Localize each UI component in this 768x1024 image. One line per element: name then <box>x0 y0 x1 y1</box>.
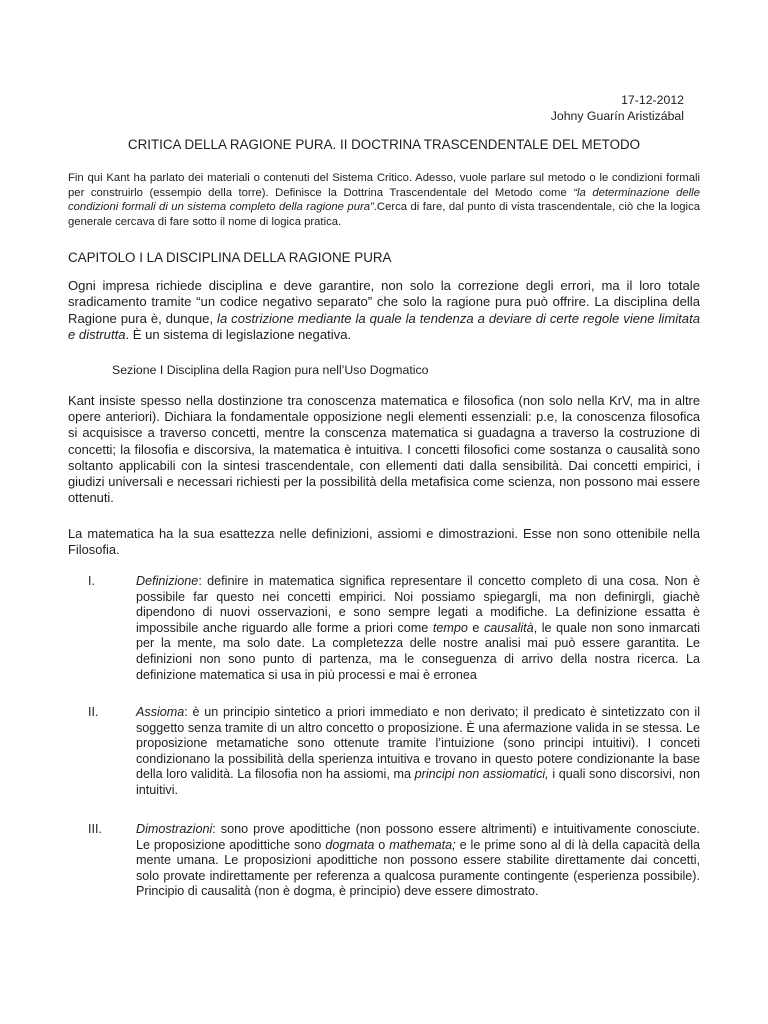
discipline-paragraph <box>68 278 700 343</box>
discipline-text-2: . È un sistema di legislazione negativa. <box>125 326 352 342</box>
text: o <box>374 837 390 852</box>
list-number: II. <box>88 705 99 719</box>
term: Definizione <box>136 574 199 588</box>
term: dogmata <box>325 837 375 852</box>
list-item-body <box>136 574 700 683</box>
text: : definire in matematica significa representare il concetto completo di una cosa. Non è possibile far questo nei concetti empirici. Noi possiamo spiegargli, ma non definirgli, giachè dipendono di nuovi osservazioni, e sono sempre legati a modifiche. La definizione essatta è impossibile anche riguardo alle forme a priori come <box>136 574 700 635</box>
term: Dimostrazioni <box>136 822 213 836</box>
discipline-definition: la costrizione mediante la quale la tendenza a deviare di certe regole viene limitata e distrutta <box>68 310 700 342</box>
list-number: I. <box>88 574 95 588</box>
discipline-text-1: Ogni impresa richiede disciplina e deve garantire, non solo la correzione degli errori, ma il loro totale sradicamento tramite “un codice negativo separato” che solo la ragione pura può offrire. La disciplina della Ragione pura è, dunque, <box>68 278 700 326</box>
section-heading: Sezione I Disciplina della Ragion pura nell’Uso Dogmatico <box>112 363 429 377</box>
term: mathemata; <box>389 837 456 852</box>
intro-text-1: Fin qui Kant ha parlato dei materiali o contenuti del Sistema Critico. Adesso, vuole parlare sul metodo o le condizioni formali per construirlo (essempio della torre). Definisce la Dottrina Trascendentale del Metodo come <box>68 172 700 199</box>
term: causalità <box>483 620 534 635</box>
intro-text-2: .Cerca di fare, dal punto di vista trascendentale, ciò che la logica generale cercava di fare sotto il nome di logica pratica. <box>68 201 700 228</box>
intro-quote: “la determinazione delle condizioni formali di un sistema completo della ragione pura” <box>68 186 700 214</box>
math-paragraph: La matematica ha la sua esattezza nelle definizioni, assiomi e dimostrazioni. Esse non sono ottenibile nella Filosofia. <box>68 526 700 558</box>
header-author: Johny Guarín Aristizábal <box>550 108 684 123</box>
term: Assioma <box>136 705 185 719</box>
text: : sono prove apodittiche (non possono essere altrimenti) e intuitivamente conosciute. Le proposizione apodittiche sono <box>136 822 700 852</box>
text: e <box>467 620 484 635</box>
text: , le quale non sono inmarcati per la mente, ma solo date. La completezza delle nostre analisi mai può essere garantita. Le definizioni non sono punto di partenza, ma le conseguenza di arrivo della nostra ricerca. La definizione matematica si usa in più processi e mai è erronea <box>136 620 700 682</box>
list-item-body <box>136 705 700 799</box>
term: principi non assiomatici, <box>414 767 549 782</box>
text: i quali sono discorsivi, non intuitivi. <box>136 767 700 797</box>
term: tempo <box>432 620 468 635</box>
knowledge-paragraph: Kant insiste spesso nella dostinzione tra conoscenza matematica e filosofica (non solo nella KrV, ma in altre opere anteriori). Dichiara la fondamentale opposizione negli elementi essenziali: p.e, la conoscenza filosofica si acquisisce a traverso concetti, mentre la conscenza matematica si guadagna a traverso la costruzione di concetti; la filosofia e discorsiva, la matematica è intuitiva. I concetti filosofici come sostanza o causalità sono soltanto applicabili con la sintesi trascendentale, con ellementi dati dalla sensibilità. Dai concetti empirici, i giudizi universali e necessari richiesti per la possibilità della metafisica come scienza, non possono mai essere ottenuti. <box>68 393 700 506</box>
chapter-heading: CAPITOLO I LA DISCIPLINA DELLA RAGIONE PURA <box>68 250 392 265</box>
header-date: 17-12-2012 <box>621 93 684 107</box>
document-header <box>551 93 684 124</box>
list-number: III. <box>88 822 102 836</box>
text: e le prime sono al di là della capacità della mente umana. Le proposizioni apodittiche non possono essere stabilite direttamente dai concetti, solo provate indirettamente per referenza a qualcosa puramente contingente (esperienza possibile). Principio di causalità (non è dogma, è principio) deve essere dimostrato. <box>136 837 701 899</box>
document-title: CRITICA DELLA RAGIONE PURA. II DOCTRINA TRASCENDENTALE DEL METODO <box>127 137 641 152</box>
intro-paragraph <box>68 171 700 229</box>
text: : è un principio sintetico a priori immediato e non derivato; il predicato è sintetizzato con il soggetto senza tramite di un altro concetto o proposizione. È una afermazione valida in se stessa. Le proposizione metamatiche sono ottenute tramite l’intuizione (sono principi intuitivi). I conceti condizionano la possibilità della sperienza intuitiva e trovano in questo potere condizionante la base della loro validità. La filosofia non ha assiomi, ma <box>136 705 700 782</box>
list-item-body <box>136 822 700 900</box>
